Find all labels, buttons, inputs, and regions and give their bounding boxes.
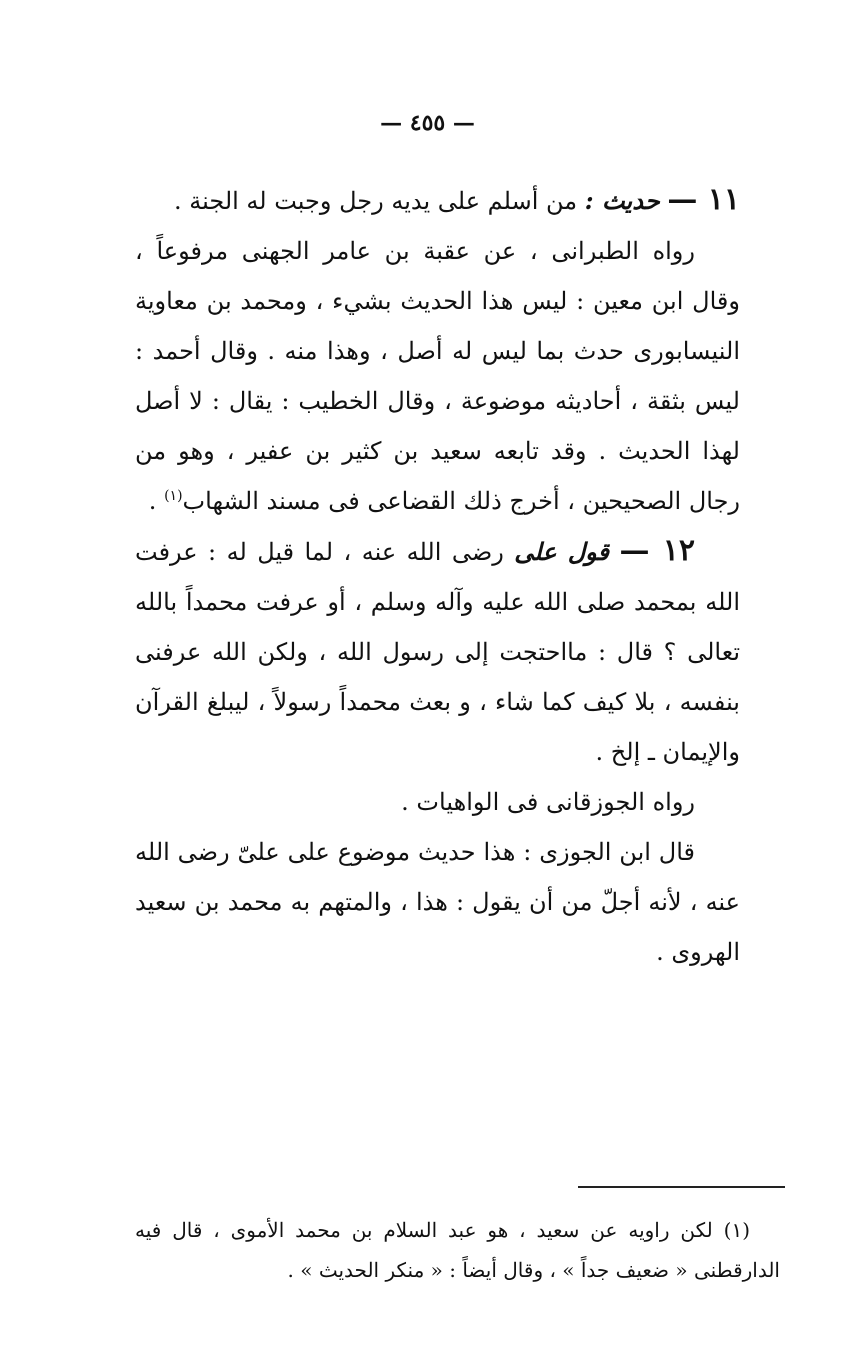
hadith-12-text: رضى الله عنه ، لما قيل له : عرفت الله بمحمد صلى الله عليه وآله وسلم ، أو عرفت محمداً بالله تعالى ؟ قال : مااحتجت إلى رسول الله ، ولكن الله عرفنى بنفسه ، بلا كيف كما شاء ، و بعث محمداً رسولاً ، ليبلغ القرآن والإيمان ـ إلخ . [135,538,740,766]
paragraph-3: قال ابن الجوزى : هذا حديث موضوع على علىّ رضى الله عنه ، لأنه أجلّ من أن يقول : هذا ، والمتهم به محمد بن سعيد الهروى . [135,838,740,966]
page-number: — ٤٥٥ — [380,110,475,136]
hadith-12-heading [135,526,740,777]
hadith-12-label: قول على [514,537,610,566]
footnote-divider [578,1186,785,1188]
hadith-11-heading [135,175,740,226]
footnote-1: (١) لكن راويه عن سعيد ، هو عبد السلام بن محمد الأموى ، قال فيه الدارقطنى « ضعيف جداً » ، وقال أيضاً : « منكر الحديث » . [135,1218,780,1282]
hadith-11-number: ١١ — [667,182,740,217]
main-text [135,175,740,977]
footnote-ref-1: (١) [164,488,183,504]
paragraph-2: رواه الجوزقانى فى الواهيات . [401,788,695,816]
paragraph-1-end: . [148,487,165,515]
paragraph-1: رواه الطبرانى ، عن عقبة بن عامر الجهنى مرفوعاً ، وقال ابن معين : ليس هذا الحديث بشيء ، ومحمد بن معاوية النيسابورى حدث بما ليس له أصل ، وهذا منه . وقال أحمد : ليس بثقة ، أحاديثه موضوعة ، وقال الخطيب : يقال : لا أصل لهذا الحديث . وقد تابعه سعيد بن كثير بن عفير ، وهو من رجال الصحيحين ، أخرج ذلك القضاعى فى مسند الشهاب [135,237,740,515]
hadith-11-label: حديث : [584,186,660,215]
hadith-11-commentary [135,226,740,526]
hadith-12-number: ١٢ — [619,533,695,568]
footnote [135,1210,780,1290]
hadith-11-text: من أسلم على يديه رجل وجبت له الجنة . [173,187,578,215]
